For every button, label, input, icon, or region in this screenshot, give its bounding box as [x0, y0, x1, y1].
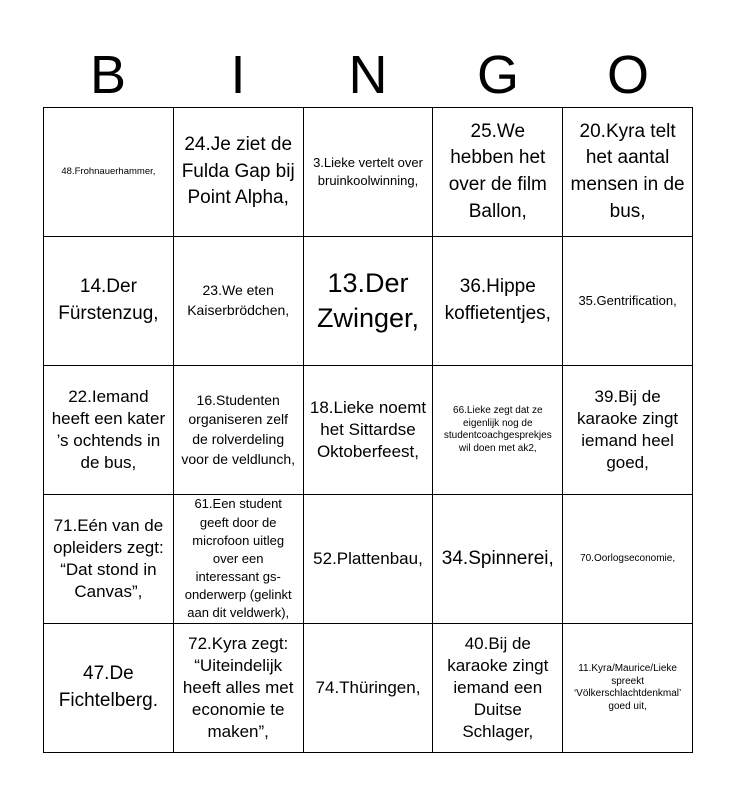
- bingo-cell[interactable]: 35.Gentrification,: [563, 237, 693, 366]
- bingo-cell[interactable]: 74.Thüringen,: [303, 624, 433, 753]
- bingo-row: [44, 108, 693, 237]
- bingo-cell[interactable]: 72.Kyra zegt: “Uiteindelijk heeft alles met economie te maken”,: [173, 624, 303, 753]
- header-letter-n: N: [348, 45, 388, 105]
- bingo-row: [44, 237, 693, 366]
- bingo-row: [44, 495, 693, 624]
- bingo-cell[interactable]: 61.Een student geeft door de microfoon uitleg over een interessant gs-onderwerp (gelinkt aan dit veldwerk),: [173, 495, 303, 624]
- bingo-cell[interactable]: 13.Der Zwinger,: [303, 237, 433, 366]
- bingo-row: [44, 366, 693, 495]
- bingo-cell[interactable]: 18.Lieke noemt het Sittardse Oktoberfeest,: [303, 366, 433, 495]
- header-letter-b: B: [89, 45, 127, 105]
- bingo-header: [43, 42, 693, 108]
- bingo-cell[interactable]: 22.Iemand heeft een kater ’s ochtends in de bus,: [44, 366, 174, 495]
- bingo-cell[interactable]: 48.Frohnauerhammer,: [44, 108, 174, 237]
- bingo-cell[interactable]: 52.Plattenbau,: [303, 495, 433, 624]
- bingo-cell[interactable]: 24.Je ziet de Fulda Gap bij Point Alpha,: [173, 108, 303, 237]
- bingo-cell[interactable]: 34.Spinnerei,: [433, 495, 563, 624]
- bingo-cell[interactable]: 11.Kyra/Maurice/Lieke spreekt ‘Völkerschlachtdenkmal’ goed uit,: [563, 624, 693, 753]
- bingo-cell[interactable]: 20.Kyra telt het aantal mensen in de bus,: [563, 108, 693, 237]
- bingo-cell[interactable]: 47.De Fichtelberg.: [44, 624, 174, 753]
- bingo-cell[interactable]: 23.We eten Kaiserbrödchen,: [173, 237, 303, 366]
- bingo-grid: [43, 107, 693, 753]
- header-letter-g: G: [476, 45, 519, 105]
- bingo-cell[interactable]: 71.Eén van de opleiders zegt: “Dat stond in Canvas”,: [44, 495, 174, 624]
- bingo-cell[interactable]: 16.Studenten organiseren zelf de rolverdeling voor de veldlunch,: [173, 366, 303, 495]
- bingo-cell[interactable]: 25.We hebben het over de film Ballon,: [433, 108, 563, 237]
- header-letter-i: I: [230, 45, 246, 105]
- bingo-cell[interactable]: 36.Hippe koffietentjes,: [433, 237, 563, 366]
- bingo-cell[interactable]: 14.Der Fürstenzug,: [44, 237, 174, 366]
- bingo-row: [44, 624, 693, 753]
- bingo-cell[interactable]: 66.Lieke zegt dat ze eigenlijk nog de studentcoachgesprekjes wil doen met ak2,: [433, 366, 563, 495]
- bingo-cell[interactable]: 70.Oorlogseconomie,: [563, 495, 693, 624]
- bingo-cell[interactable]: 3.Lieke vertelt over bruinkoolwinning,: [303, 108, 433, 237]
- header-letter-o: O: [606, 45, 649, 105]
- bingo-cell[interactable]: 40.Bij de karaoke zingt iemand een Duitse Schlager,: [433, 624, 563, 753]
- bingo-cell[interactable]: 39.Bij de karaoke zingt iemand heel goed,: [563, 366, 693, 495]
